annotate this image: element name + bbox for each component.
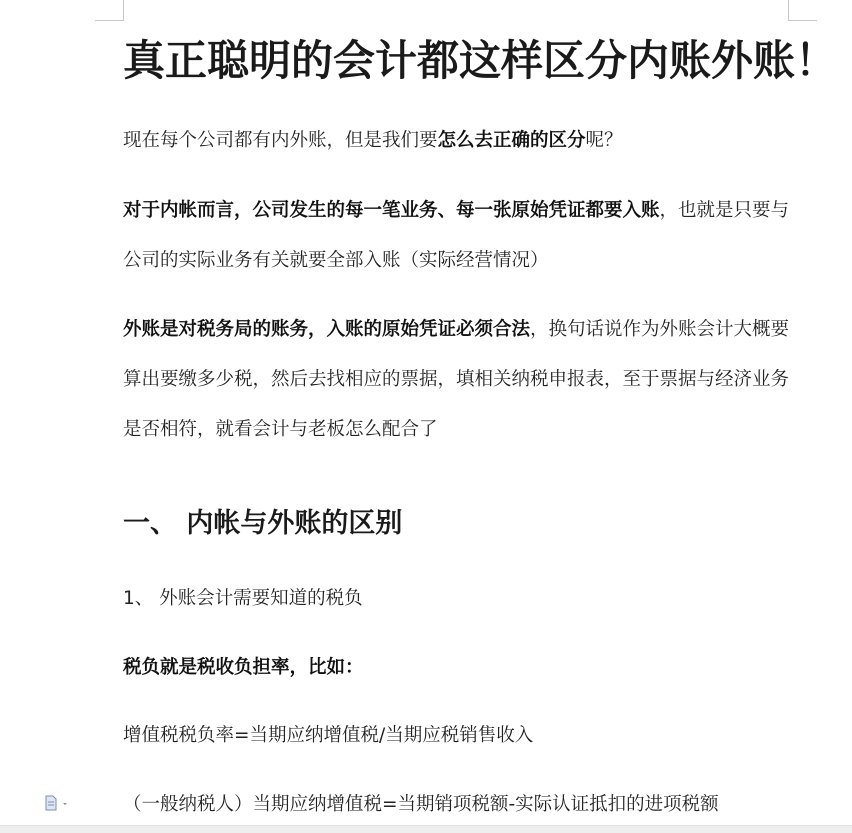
caret-down-icon	[63, 803, 67, 805]
intro-text-1: 现在每个公司都有内外账，但是我们要	[123, 130, 438, 151]
crop-mark-top-left	[95, 0, 124, 21]
paragraph-internal-accounts	[123, 186, 803, 286]
horizontal-scrollbar[interactable]	[0, 825, 852, 833]
section-heading-1: 一、 内帐与外账的区别	[123, 508, 403, 539]
document-icon	[44, 795, 72, 813]
external-text: ，换句话说作为外账会计大概要算出要缴多少税，然后去找相应的票据，填相关纳税申报表，至于票据与经济业务是否相符，就看会计与老板怎么配合了	[123, 319, 790, 440]
document-menu-button[interactable]	[44, 795, 72, 813]
external-bold: 外账是对税务局的账务，入账的原始凭证必须合法	[123, 319, 531, 340]
internal-text: ，也就是只要与公司的实际业务有关就要全部入账（实际经营情况）	[123, 200, 790, 271]
intro-text-2: 呢？	[585, 130, 623, 151]
formula-vat-rate: 增值税税负率=当期应纳增值税/当期应税销售收入	[123, 725, 534, 746]
crop-mark-top-right	[788, 0, 817, 21]
document-title: 真正聪明的会计都这样区分内账外账！	[123, 36, 838, 85]
formula-vat-payable: （一般纳税人）当期应纳增值税=当期销项税额-实际认证抵扣的进项税额	[123, 794, 719, 815]
paragraph-external-accounts	[123, 305, 803, 455]
internal-bold: 对于内帐而言，公司发生的每一笔业务、每一张原始凭证都要入账	[123, 200, 660, 221]
paragraph-intro	[123, 116, 803, 166]
intro-bold: 怎么去正确的区分	[437, 130, 586, 151]
tax-burden-bold: 税负就是税收负担率，比如：	[123, 657, 364, 678]
list-item-1: 1、 外账会计需要知道的税负	[123, 588, 363, 609]
paragraph-tax-burden	[123, 643, 803, 693]
